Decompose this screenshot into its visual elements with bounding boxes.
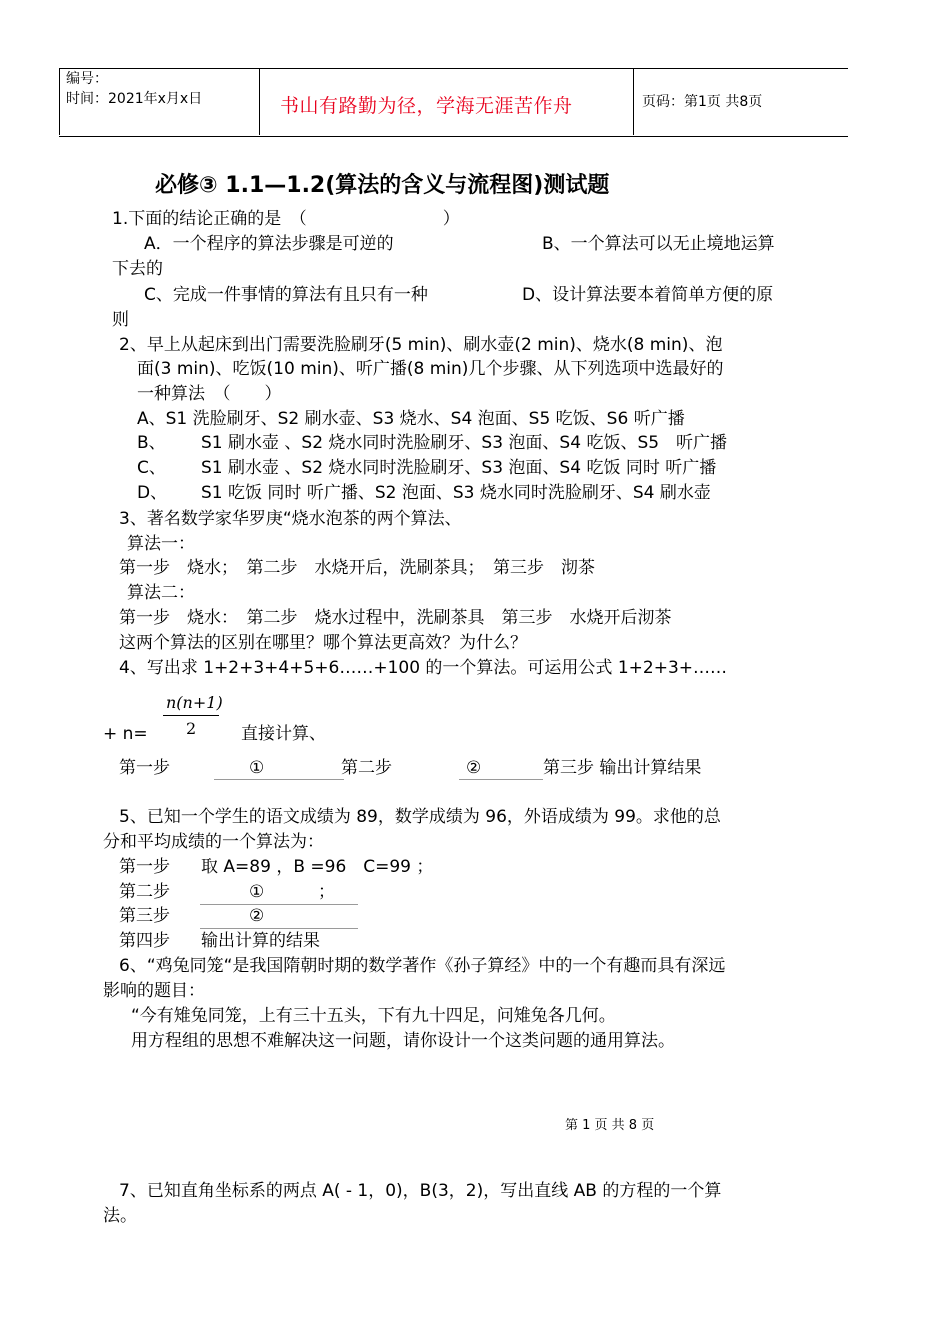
q2-option-d-label: D、 [137, 483, 168, 503]
header-page-label: 页码：第1页 共8页 [642, 94, 763, 110]
q1-stem: 1.下面的结论正确的是 （ ） [112, 209, 460, 229]
q6-stem-line3: “今有雉兔同笼，上有三十五头，下有九十四足，问雉兔各几何。 [131, 1006, 616, 1026]
header-number-label: 编号： [66, 71, 108, 87]
q2-option-d: S1 吃饭 同时 听广播、S2 泡面、S3 烧水同时洗脸刷牙、S4 刷水壶 [201, 483, 711, 503]
q5-step4: 输出计算的结果 [201, 931, 320, 951]
q3-alg2: 第一步 烧水： 第二步 烧水过程中，洗刷茶具 第三步 水烧开后沏茶 [119, 608, 672, 628]
q5-stem-line1: 5、已知一个学生的语文成绩为 89，数学成绩为 96，外语成绩为 99。求他的总 [119, 807, 721, 827]
q1-option-a: A．一个程序的算法步骤是可逆的 [144, 234, 394, 254]
q7-stem-line1: 7、已知直角坐标系的两点 A( - 1，0)，B(3，2)，写出直线 AB 的方程的一个算 [119, 1181, 722, 1201]
q7-stem-line2: 法。 [103, 1206, 137, 1226]
q1-option-d: D、设计算法要本着简单方便的原 [522, 285, 774, 305]
header-time-label: 时间：2021年x月x日 [66, 91, 203, 107]
q4-blank1: ① [249, 758, 265, 778]
q1-option-d-cont: 则 [112, 310, 129, 330]
q5-stem-line2: 分和平均成绩的一个算法为： [103, 832, 324, 852]
q6-stem-line1: 6、“鸡兔同笼“是我国隋朝时期的数学著作《孙子算经》中的一个有趣而具有深远 [119, 956, 726, 976]
q2-option-a: A、S1 洗脸刷牙、S2 刷水壶、S3 烧水、S4 泡面、S5 吃饭、S6 听广播 [137, 409, 685, 429]
q2-option-c: S1 刷水壶 、S2 烧水同时洗脸刷牙、S3 泡面、S4 吃饭 同时 听广播 [201, 458, 717, 478]
q5-step4-label: 第四步 [119, 931, 170, 951]
q4-blank2-line [459, 779, 543, 780]
q2-stem-line1: 2、早上从起床到出门需要洗脸刷牙(5 min)、刷水壶(2 min)、烧水(8 min)、泡 [119, 335, 723, 355]
q5-step2-blank: ① [249, 882, 265, 902]
header-divider-2 [633, 68, 634, 135]
q2-option-b: S1 刷水壶 、S2 烧水同时洗脸刷牙、S3 泡面、S4 吃饭、S5 听广播 [201, 433, 728, 453]
q4-fraction-bar [163, 715, 219, 716]
q5-step3-blank: ② [249, 906, 265, 926]
q3-alg2-label: 算法二： [127, 583, 195, 603]
q3-stem: 3、著名数学家华罗庚“烧水泡茶的两个算法、 [119, 509, 462, 529]
q1-option-c: C、完成一件事情的算法有且只有一种 [144, 285, 428, 305]
page-title: 必修③ 1.1—1.2(算法的含义与流程图)测试题 [155, 173, 610, 198]
page-footer: 第 1 页 共 8 页 [565, 1118, 655, 1133]
q4-direct-calc: 直接计算、 [241, 724, 326, 744]
q5-step1-label: 第一步 [119, 857, 170, 877]
q4-fraction-denominator: 2 [186, 719, 197, 738]
q1-option-b-cont: 下去的 [112, 259, 163, 279]
q6-stem-line4: 用方程组的思想不难解决这一问题，请你设计一个这类问题的通用算法。 [131, 1031, 675, 1051]
header-divider-1 [259, 68, 260, 135]
q1-option-b: B、一个算法可以无止境地运算 [542, 234, 775, 254]
q2-stem-line3: 一种算法 （ ） [137, 384, 282, 404]
q4-stem: 4、写出求 1+2+3+4+5+6……+100 的一个算法。可运用公式 1+2+3+…… [119, 658, 728, 678]
q4-blank1-line [214, 779, 344, 780]
q5-step3-label: 第三步 [119, 906, 170, 926]
q3-alg1-label: 算法一： [127, 534, 195, 554]
q4-step3: 第三步 输出计算结果 [543, 758, 702, 778]
q6-stem-line2: 影响的题目： [103, 981, 205, 1001]
q3-question: 这两个算法的区别在哪里？哪个算法更高效？为什么？ [119, 633, 527, 653]
q4-fraction-numerator: n(n+1) [166, 693, 223, 712]
q2-stem-line2: 面(3 min)、吃饭(10 min)、听广播(8 min)几个步骤、从下列选项中选最好的 [137, 359, 724, 379]
q4-step1-label: 第一步 [119, 758, 170, 778]
q4-blank2: ② [466, 758, 482, 778]
q2-option-b-label: B、 [137, 433, 166, 453]
header-motto: 书山有路勤为径，学海无涯苦作舟 [280, 95, 573, 117]
header-border-left [59, 68, 60, 135]
q4-step2-label: 第二步 [341, 758, 392, 778]
q2-option-c-label: C、 [137, 458, 166, 478]
q4-plus-n: + n= [103, 724, 148, 744]
q5-step2-line [200, 904, 358, 905]
q5-step1: 取 A=89 ，B =96 C=99 ； [201, 857, 434, 877]
q5-step2-label: 第二步 [119, 882, 170, 902]
q5-step2-end: ； [318, 882, 335, 902]
q3-alg1: 第一步 烧水； 第二步 水烧开后，洗刷茶具； 第三步 沏茶 [119, 558, 595, 578]
